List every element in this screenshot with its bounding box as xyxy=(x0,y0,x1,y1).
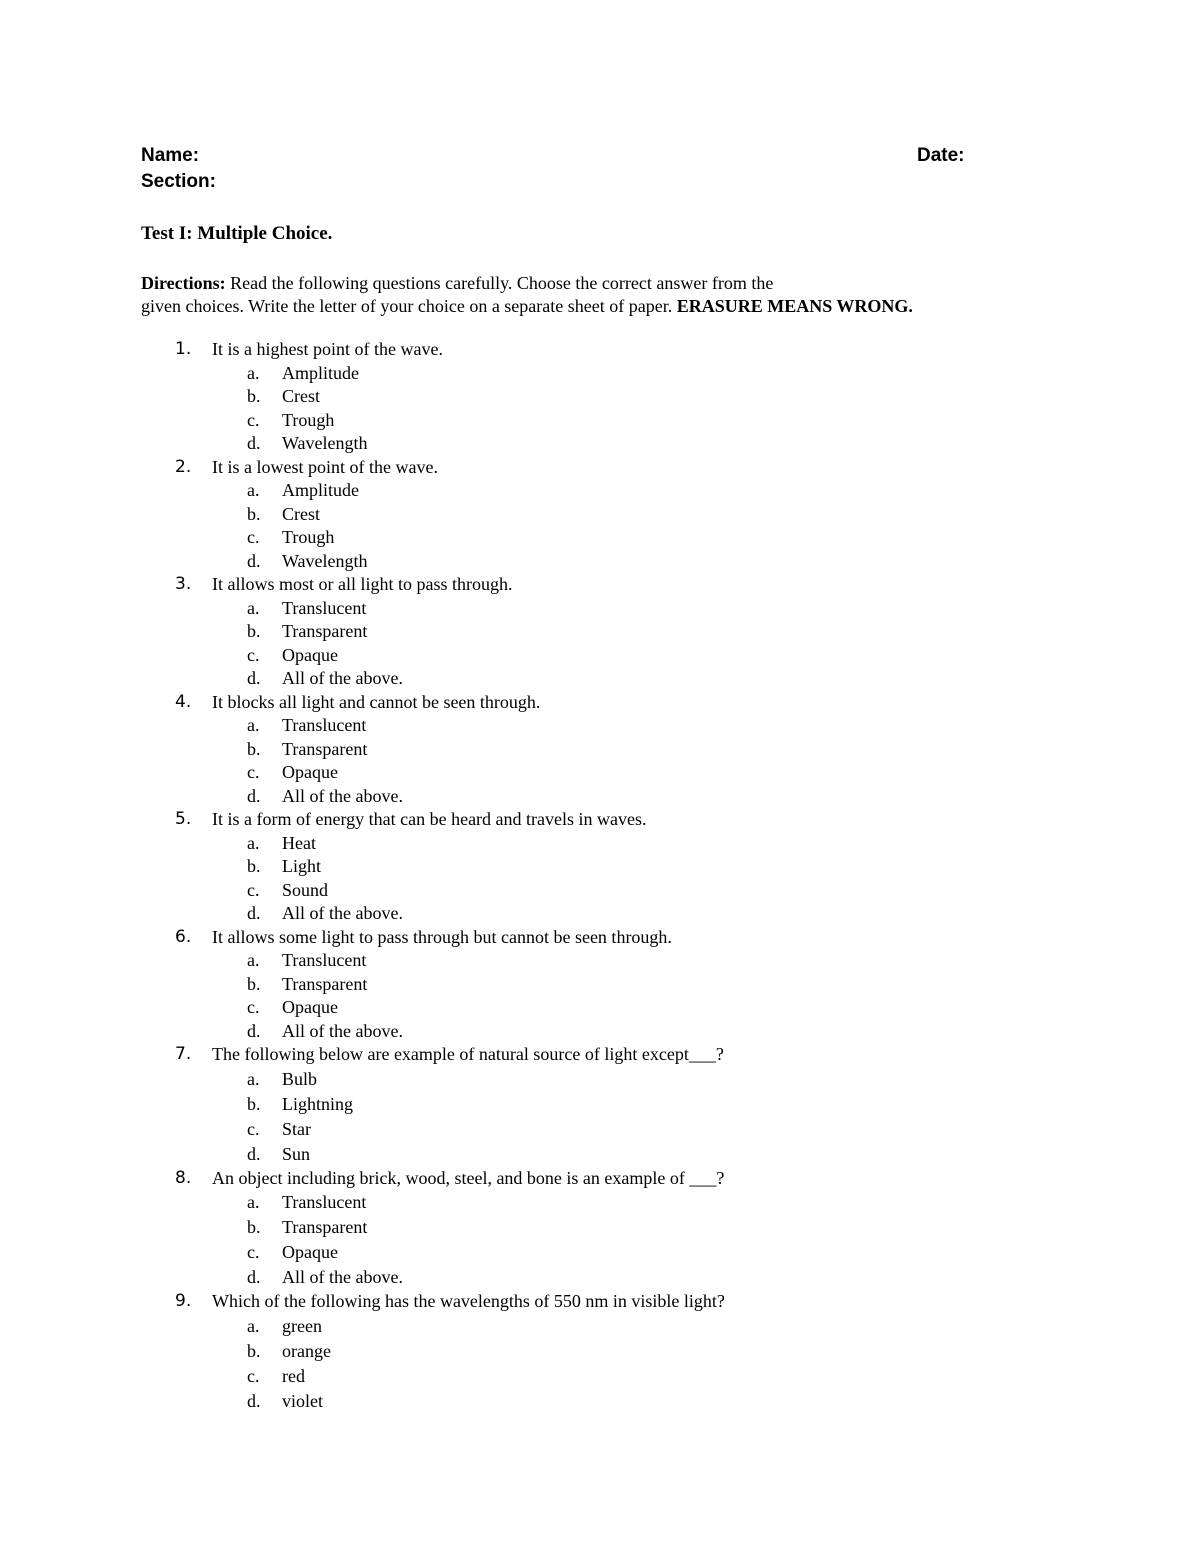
choice-item xyxy=(0,550,1100,574)
choice-item xyxy=(0,973,1100,997)
choice-text: Trough xyxy=(282,409,335,430)
choice-text: Translucent xyxy=(282,715,367,735)
choice-text: Opaque xyxy=(282,997,338,1017)
choice-letter: b. xyxy=(247,856,261,876)
choice-item xyxy=(0,362,1100,386)
question-text: Which of the following has the wavelengths of 550 nm in visible light? xyxy=(212,1291,725,1311)
choice-item xyxy=(0,1190,1100,1215)
choice-item xyxy=(0,1265,1100,1290)
choice-text: Trough xyxy=(282,527,335,547)
choice-text: Transparent xyxy=(282,973,368,994)
choice-letter: a. xyxy=(247,480,260,500)
choice-text: Opaque xyxy=(282,762,338,782)
choice-letter: a. xyxy=(247,715,260,735)
question-row xyxy=(0,808,1100,832)
choice-text: Amplitude xyxy=(282,480,359,500)
choice-text: Transparent xyxy=(282,738,368,759)
choice-text: Crest xyxy=(282,503,320,524)
choice-text: Bulb xyxy=(282,1068,318,1089)
name-label: Name: xyxy=(141,145,200,166)
question-number: 4. xyxy=(175,691,192,712)
section-label: Section: xyxy=(141,171,216,192)
choice-text: Light xyxy=(282,856,321,876)
choice-text: All of the above. xyxy=(282,903,403,923)
directions xyxy=(141,272,1041,318)
question-text: It allows some light to pass through but cannot be seen through. xyxy=(212,926,672,947)
choice-item xyxy=(0,1020,1100,1044)
choice-text: All of the above. xyxy=(282,1020,403,1041)
question-text: The following below are example of natural source of light except___? xyxy=(212,1044,724,1064)
question-row xyxy=(0,1167,1100,1191)
question-2 xyxy=(0,456,1100,574)
choice-text: green xyxy=(282,1315,322,1336)
choice-letter: b. xyxy=(247,1217,261,1237)
choice-letter: a. xyxy=(247,597,260,618)
choice-letter: d. xyxy=(247,1143,261,1164)
choice-item xyxy=(0,761,1100,785)
answer-choices xyxy=(0,362,1100,456)
choice-letter: b. xyxy=(247,621,261,641)
choice-item xyxy=(0,785,1100,809)
choice-text: All of the above. xyxy=(282,1267,403,1287)
choice-letter: c. xyxy=(247,644,260,665)
question-row xyxy=(0,1043,1100,1067)
choice-letter: b. xyxy=(247,1340,261,1361)
question-number: 8. xyxy=(175,1167,192,1188)
question-5 xyxy=(0,808,1100,926)
choice-item xyxy=(0,479,1100,503)
choice-text: Translucent xyxy=(282,1192,367,1212)
choice-text: Sound xyxy=(282,879,329,900)
choice-text: orange xyxy=(282,1340,331,1361)
choice-text: Lightning xyxy=(282,1093,353,1114)
choice-item xyxy=(0,503,1100,527)
question-9 xyxy=(0,1290,1100,1414)
choice-letter: a. xyxy=(247,362,260,383)
choice-letter: d. xyxy=(247,1020,261,1041)
answer-choices xyxy=(0,479,1100,573)
choice-item xyxy=(0,1142,1100,1167)
directions-line-2 xyxy=(141,295,1041,318)
choice-item xyxy=(0,738,1100,762)
question-number: 6. xyxy=(175,926,192,947)
choice-letter: d. xyxy=(247,433,261,453)
choice-letter: a. xyxy=(247,950,260,970)
choice-text: Sun xyxy=(282,1143,311,1164)
question-8 xyxy=(0,1167,1100,1291)
choice-letter: d. xyxy=(247,550,261,571)
question-number: 3. xyxy=(175,574,192,594)
choice-item xyxy=(0,1339,1100,1364)
choice-letter: a. xyxy=(247,1068,260,1089)
question-text: An object including brick, wood, steel, and bone is an example of ___? xyxy=(212,1167,725,1188)
answer-choices xyxy=(0,832,1100,926)
choice-letter: c. xyxy=(247,1242,260,1262)
question-text: It allows most or all light to pass through. xyxy=(212,574,513,594)
question-number: 9. xyxy=(175,1291,192,1311)
question-number: 1. xyxy=(175,339,192,359)
test-title: Test I: Multiple Choice. xyxy=(141,223,333,244)
choice-text: Transparent xyxy=(282,621,368,641)
choice-text: All of the above. xyxy=(282,668,403,688)
choice-letter: a. xyxy=(247,832,260,853)
question-row xyxy=(0,573,1100,597)
choice-letter: d. xyxy=(247,785,261,806)
choice-item xyxy=(0,597,1100,621)
directions-label: Directions: xyxy=(141,273,226,293)
question-text: It is a form of energy that can be heard and travels in waves. xyxy=(212,809,647,829)
choice-item xyxy=(0,526,1100,550)
choice-item xyxy=(0,1067,1100,1092)
choice-text: Transparent xyxy=(282,1217,368,1237)
choice-letter: c. xyxy=(247,1365,260,1386)
answer-choices xyxy=(0,949,1100,1043)
choice-letter: c. xyxy=(247,762,260,782)
choice-text: Star xyxy=(282,1118,311,1139)
choice-item xyxy=(0,1240,1100,1265)
directions-text-2: given choices. Write the letter of your choice on a separate sheet of paper. xyxy=(141,296,677,316)
choice-item xyxy=(0,1117,1100,1142)
date-label: Date: xyxy=(917,145,965,166)
choice-item xyxy=(0,1092,1100,1117)
choice-text: Opaque xyxy=(282,1242,338,1262)
choice-item xyxy=(0,1364,1100,1389)
directions-text-1: Read the following questions carefully. Choose the correct answer from the xyxy=(225,273,774,293)
choice-item xyxy=(0,385,1100,409)
choice-letter: d. xyxy=(247,903,261,923)
answer-choices xyxy=(0,714,1100,808)
choice-item xyxy=(0,667,1100,691)
choice-item xyxy=(0,1314,1100,1339)
choice-text: Amplitude xyxy=(282,362,359,383)
question-row xyxy=(0,926,1100,950)
choice-letter: c. xyxy=(247,527,260,547)
choice-text: red xyxy=(282,1365,305,1386)
choice-letter: c. xyxy=(247,1118,260,1139)
choice-item xyxy=(0,620,1100,644)
question-6 xyxy=(0,926,1100,1044)
choice-item xyxy=(0,949,1100,973)
question-row xyxy=(0,338,1100,362)
choice-letter: d. xyxy=(247,668,261,688)
directions-emphasis: ERASURE MEANS WRONG. xyxy=(676,296,913,316)
question-4 xyxy=(0,691,1100,809)
choice-text: Heat xyxy=(282,832,316,853)
question-text: It is a lowest point of the wave. xyxy=(212,456,438,477)
choice-text: Opaque xyxy=(282,644,338,665)
question-number: 7. xyxy=(175,1044,192,1064)
question-row xyxy=(0,691,1100,715)
question-list xyxy=(0,338,1100,1414)
choice-item xyxy=(0,879,1100,903)
choice-item xyxy=(0,1389,1100,1414)
question-7 xyxy=(0,1043,1100,1167)
choice-letter: c. xyxy=(247,409,260,430)
answer-choices xyxy=(0,597,1100,691)
answer-choices xyxy=(0,1067,1100,1167)
choice-letter: c. xyxy=(247,997,260,1017)
answer-choices xyxy=(0,1190,1100,1290)
choice-text: Crest xyxy=(282,386,320,406)
choice-letter: a. xyxy=(247,1192,260,1212)
choice-item xyxy=(0,1215,1100,1240)
choice-item xyxy=(0,409,1100,433)
choice-text: Translucent xyxy=(282,950,367,970)
choice-letter: b. xyxy=(247,503,261,524)
choice-letter: a. xyxy=(247,1315,260,1336)
question-row xyxy=(0,456,1100,480)
choice-text: Translucent xyxy=(282,597,367,618)
directions-line-1 xyxy=(141,272,1041,295)
choice-letter: b. xyxy=(247,738,261,759)
choice-letter: d. xyxy=(247,1267,261,1287)
choice-letter: b. xyxy=(247,386,261,406)
choice-letter: c. xyxy=(247,879,260,900)
choice-text: All of the above. xyxy=(282,785,403,806)
choice-text: Wavelength xyxy=(282,433,368,453)
choice-letter: b. xyxy=(247,973,261,994)
question-1 xyxy=(0,338,1100,456)
answer-choices xyxy=(0,1314,1100,1414)
question-number: 2. xyxy=(175,456,192,477)
choice-item xyxy=(0,644,1100,668)
choice-item xyxy=(0,902,1100,926)
question-number: 5. xyxy=(175,809,192,829)
choice-item xyxy=(0,714,1100,738)
question-row xyxy=(0,1290,1100,1314)
choice-item xyxy=(0,432,1100,456)
choice-item xyxy=(0,996,1100,1020)
choice-item xyxy=(0,832,1100,856)
question-text: It blocks all light and cannot be seen through. xyxy=(212,691,541,712)
choice-letter: d. xyxy=(247,1390,261,1411)
choice-item xyxy=(0,855,1100,879)
question-text: It is a highest point of the wave. xyxy=(212,339,443,359)
choice-text: violet xyxy=(282,1390,323,1411)
question-3 xyxy=(0,573,1100,691)
choice-text: Wavelength xyxy=(282,550,368,571)
choice-letter: b. xyxy=(247,1093,261,1114)
